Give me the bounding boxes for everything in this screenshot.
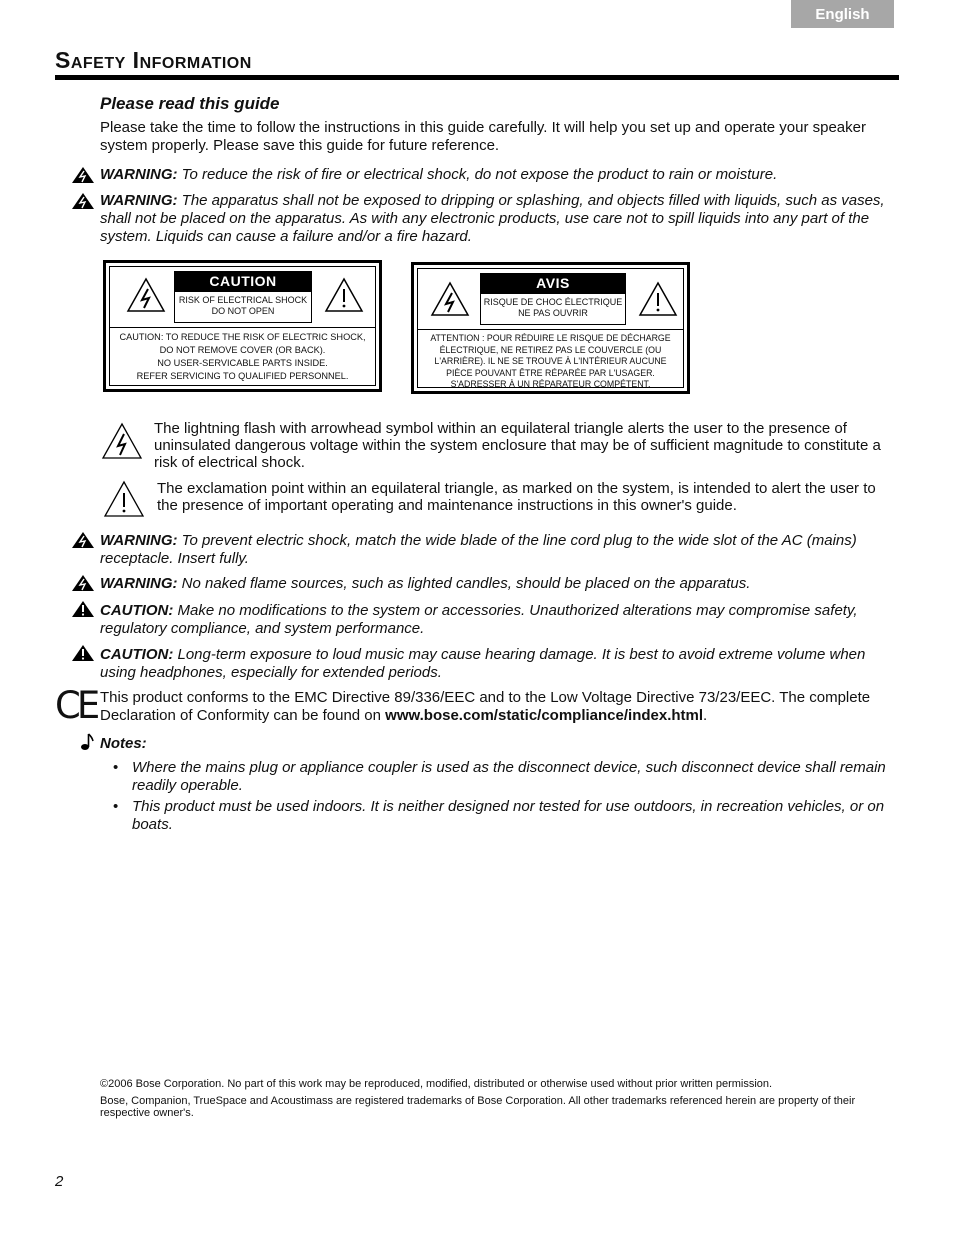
caution-heading: CAUTION [174, 271, 312, 291]
caution-subheading: RISK OF ELECTRICAL SHOCK DO NOT OPEN [174, 291, 312, 323]
lightning-triangle-icon [126, 277, 166, 313]
bullet: • [113, 759, 119, 776]
intro-paragraph: Please take the time to follow the instructions in this guide carefully. It will help you set up and operate your speaker system properly. Please save this guide for future reference. [100, 119, 866, 154]
page-number: 2 [55, 1173, 64, 1190]
caution-exclamation-icon [72, 645, 94, 661]
ce-mark-icon: CE [55, 684, 97, 727]
ce-conformity: This product conforms to the EMC Directive 89/336/EEC and to the Low Voltage Directive 73/23/EEC. The complete Declaration of Conformity can be found on www.bose.com/static/compliance/index.html. [100, 689, 871, 724]
warning-plug: WARNING: To prevent electric shock, match the wide blade of the line cord plug to the wide slot of the AC (mains) receptacle. Insert fully. [100, 532, 857, 567]
warning-rain: WARNING: To reduce the risk of fire or electrical shock, do not expose the product to rain or moisture. [100, 166, 778, 183]
language-tab[interactable]: English [791, 0, 894, 28]
section-subtitle: Please read this guide [100, 94, 280, 113]
avis-text: ATTENTION : POUR RÉDUIRE LE RISQUE DE DÉCHARGE ÉLECTRIQUE, NE RETIREZ PAS LE COUVERCLE (OU L'ARRIÈRE). IL NE SE TROUVE À L'INTÉRIEUR AUCUNE PIÈCE POUVANT ÊTRE RÉPARÉE PAR L'USAGER. S'ADRESSER À UN RÉPARATEUR COMPÉTENT. [430, 333, 671, 389]
compliance-url[interactable]: www.bose.com/static/compliance/index.html [385, 707, 704, 724]
footer-trademark: Bose, Companion, TrueSpace and Acoustimass are registered trademarks of Bose Corporation. All other trademarks referenced herein are property of their respective owner's. [100, 1095, 856, 1119]
lightning-symbol-explanation: The lightning flash with arrowhead symbol within an equilateral triangle alerts the user to the presence of uninsulated dangerous voltage within the system enclosure that may be of sufficient magnitude to constitute a risk of electrical shock. [154, 420, 881, 471]
exclamation-triangle-icon [324, 277, 364, 313]
title-rule [55, 75, 899, 80]
warning-lightning-icon [72, 167, 94, 183]
warning-lightning-icon [72, 532, 94, 548]
avis-heading: AVIS [480, 273, 626, 293]
caution-hearing: CAUTION: Long-term exposure to loud music may cause hearing damage. It is best to avoid extreme volume when using headphones, especially for extended periods. [100, 646, 866, 681]
exclamation-triangle-icon [638, 281, 678, 317]
note-indoors: This product must be used indoors. It is neither designed nor tested for use outdoors, in recreation vehicles, or on boats. [132, 798, 885, 833]
footer-copyright: ©2006 Bose Corporation. No part of this work may be reproduced, modified, distributed or otherwise used without prior written permission. [100, 1078, 773, 1090]
lightning-triangle-icon [101, 422, 143, 460]
caution-text: CAUTION: TO REDUCE THE RISK OF ELECTRIC SHOCK, DO NOT REMOVE COVER (OR BACK). NO USER-SERVICABLE PARTS INSIDE. REFER SERVICING TO QUALIFIED PERSONNEL. [119, 332, 366, 381]
warning-flame: WARNING: No naked flame sources, such as lighted candles, should be placed on the apparatus. [100, 575, 751, 592]
caution-exclamation-icon [72, 601, 94, 617]
warning-lightning-icon [72, 575, 94, 591]
avis-subheading: RISQUE DE CHOC ÉLECTRIQUE NE PAS OUVRIR [480, 293, 626, 325]
page-title: Safety Information [55, 47, 252, 73]
lightning-triangle-icon [430, 281, 470, 317]
notes-label: Notes: [100, 735, 147, 752]
music-note-icon [80, 733, 94, 751]
avis-label-graphic [411, 262, 690, 394]
exclamation-symbol-explanation: The exclamation point within an equilateral triangle, as marked on the system, is intended to alert the user to the presence of important operating and maintenance instructions in this owner's guide. [157, 480, 876, 514]
caution-label-graphic [103, 260, 382, 392]
caution-modifications: CAUTION: Make no modifications to the system or accessories. Unauthorized alterations may compromise safety, regulatory compliance, and system performance. [100, 602, 858, 637]
note-disconnect: Where the mains plug or appliance coupler is used as the disconnect device, such disconnect device shall remain readily operable. [132, 759, 886, 794]
exclamation-triangle-icon [103, 480, 145, 518]
warning-lightning-icon [72, 193, 94, 209]
bullet: • [113, 798, 119, 815]
warning-liquids: WARNING: The apparatus shall not be exposed to dripping or splashing, and objects filled with liquids, such as vases, shall not be placed on the apparatus. As with any electronic products, use care not to spill liquids into any part of the system. Liquids can cause a failure and/or a fire hazard. [100, 192, 885, 245]
